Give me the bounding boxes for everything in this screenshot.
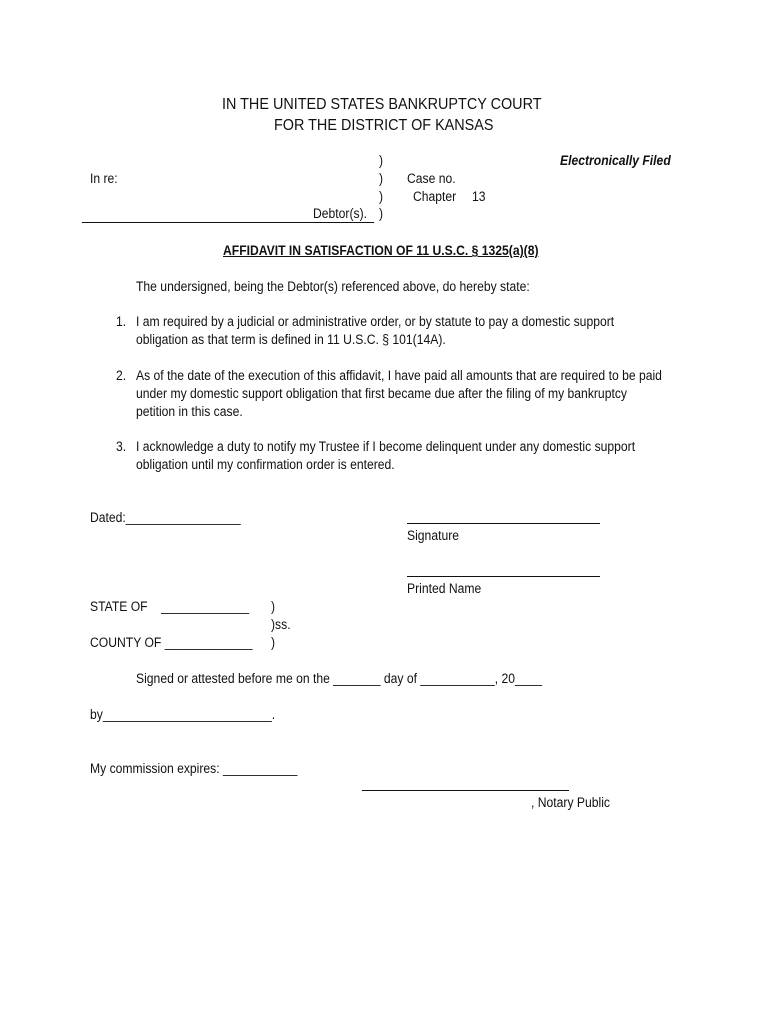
dated-field[interactable]: Dated:_________________: [90, 510, 241, 525]
item-1-line1: I am required by a judicial or administrative order, or by statute to pay a domestic support: [136, 314, 615, 329]
court-title-line2: FOR THE DISTRICT OF KANSAS: [274, 117, 494, 134]
item-2-number: 2.: [116, 368, 127, 383]
court-title-line1: IN THE UNITED STATES BANKRUPTCY COURT: [222, 96, 542, 113]
caption-paren-4: ): [379, 206, 384, 221]
item-2-line3: petition in this case.: [136, 404, 243, 419]
electronically-filed-label: Electronically Filed: [560, 153, 671, 168]
notary-public-label: , Notary Public: [531, 795, 611, 810]
notary-signature-line[interactable]: [362, 790, 569, 791]
chapter-label: Chapter: [413, 189, 457, 204]
item-1-line2: obligation as that term is defined in 11 U.S.C. § 101(14A).: [136, 332, 446, 347]
commission-expires-field[interactable]: My commission expires: ___________: [90, 761, 298, 776]
printed-name-label: Printed Name: [407, 581, 482, 596]
debtors-label: Debtor(s).: [313, 206, 368, 221]
signature-label: Signature: [407, 528, 460, 543]
item-2-line2: under my domestic support obligation that first became due after the filing of my bankruptcy: [136, 386, 627, 401]
item-3-line2: obligation until my confirmation order is entered.: [136, 457, 395, 472]
caption-paren-1: ): [379, 153, 384, 168]
signed-attested-line[interactable]: Signed or attested before me on the _______ day of ___________, 20____: [136, 671, 543, 686]
in-re-label: In re:: [90, 171, 118, 186]
state-of-field[interactable]: STATE OF _____________: [90, 599, 249, 614]
case-number-label: Case no.: [407, 171, 456, 186]
by-line[interactable]: by_________________________.: [90, 707, 276, 722]
printed-name-line[interactable]: [407, 576, 600, 577]
county-of-field[interactable]: COUNTY OF _____________: [90, 635, 253, 650]
venue-paren-top: ): [271, 599, 276, 614]
affidavit-intro: The undersigned, being the Debtor(s) referenced above, do hereby state:: [136, 279, 530, 294]
caption-paren-2: ): [379, 171, 384, 186]
chapter-value: 13: [472, 189, 486, 204]
venue-paren-bottom: ): [271, 635, 276, 650]
signature-line[interactable]: [407, 523, 600, 524]
affidavit-title: AFFIDAVIT IN SATISFACTION OF 11 U.S.C. § 1325(a)(8): [223, 243, 539, 258]
venue-ss: )ss.: [271, 617, 291, 632]
item-3-number: 3.: [116, 439, 127, 454]
item-3-line1: I acknowledge a duty to notify my Trustee if I become delinquent under any domestic support: [136, 439, 636, 454]
caption-paren-3: ): [379, 189, 384, 204]
item-2-line1: As of the date of the execution of this affidavit, I have paid all amounts that are required to be paid: [136, 368, 662, 383]
item-1-number: 1.: [116, 314, 127, 329]
